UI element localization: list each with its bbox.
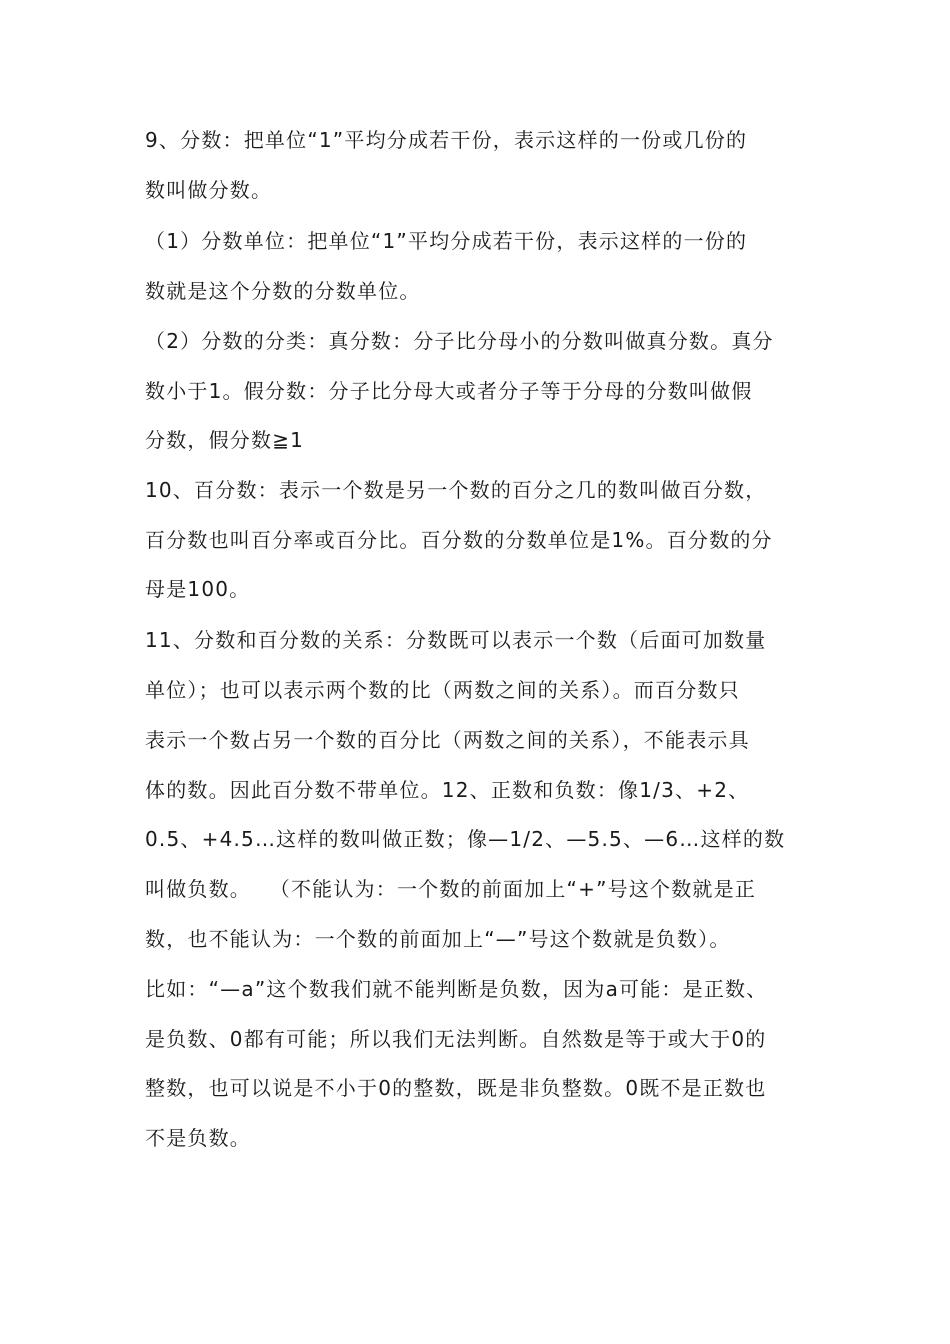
text-line: 叫做负数。 （不能认为：一个数的前面加上“+”号这个数就是正 xyxy=(145,877,757,901)
text-line: 比如：“—a”这个数我们就不能判断是负数，因为a可能：是正数、 xyxy=(145,977,768,1001)
text-line: 11、分数和百分数的关系：分数既可以表示一个数（后面可加数量 xyxy=(145,628,767,652)
text-line: 是负数、0都有可能；所以我们无法判断。自然数是等于或大于0的 xyxy=(145,1027,767,1051)
text-line: 整数，也可以说是不小于0的整数，既是非负整数。0既不是正数也 xyxy=(145,1076,767,1100)
text-line: （1）分数单位：把单位“1”平均分成若干份，表示这样的一份的 xyxy=(145,229,748,253)
text-line: 10、百分数：表示一个数是另一个数的百分之几的数叫做百分数， xyxy=(145,478,767,502)
text-line: 数叫做分数。 xyxy=(145,178,273,202)
text-line: 分数，假分数≧1 xyxy=(145,428,305,452)
text-line: 单位）；也可以表示两个数的比（两数之间的关系）。而百分数只 xyxy=(145,678,740,702)
text-line: 百分数也叫百分率或百分比。百分数的分数单位是1%。百分数的分 xyxy=(145,528,773,552)
text-line: 数，也不能认为：一个数的前面加上“—”号这个数就是负数）。 xyxy=(145,927,731,951)
text-line: （2）分数的分类：真分数：分子比分母小的分数叫做真分数。真分 xyxy=(145,329,774,353)
text-line: 0.5、+4.5…这样的数叫做正数；像—1/2、—5.5、—6…这样的数 xyxy=(145,827,786,851)
text-line: 数就是这个分数的分数单位。 xyxy=(145,279,421,303)
text-line: 体的数。因此百分数不带单位。12、正数和负数：像1/3、+2、 xyxy=(145,778,750,802)
text-line: 不是负数。 xyxy=(145,1126,251,1150)
text-line: 母是100。 xyxy=(145,577,251,601)
text-line: 9、分数：把单位“1”平均分成若干份，表示这样的一份或几份的 xyxy=(145,128,748,152)
text-line: 表示一个数占另一个数的百分比（两数之间的关系），不能表示具 xyxy=(145,728,750,752)
text-line: 数小于1。假分数：分子比分母大或者分子等于分母的分数叫做假 xyxy=(145,379,753,403)
